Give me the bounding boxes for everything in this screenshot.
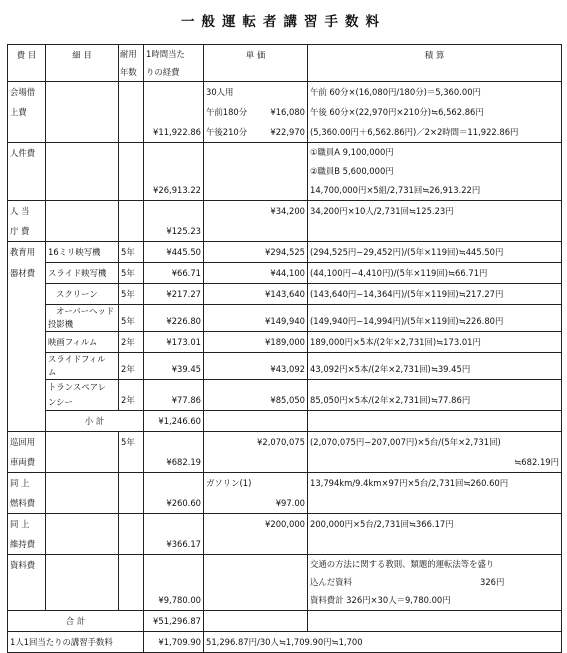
row-item: 教育用 <box>8 242 46 263</box>
header-row <box>8 45 562 82</box>
row-calc: ①職員A 9,100,000円 ②職員B 5,600,000円 14,700,000円×5組/2,731回≒26,913.22円 <box>308 143 562 201</box>
table-row <box>8 263 562 284</box>
row-item <box>8 332 46 353</box>
row-detail: トランスペアレ ンシー <box>46 380 119 411</box>
row-life <box>119 514 144 555</box>
row-item: 会場借 上費 <box>8 82 46 143</box>
row-hourly: ¥173.01 <box>144 332 204 353</box>
row-detail <box>46 82 119 143</box>
row-hourly: ¥66.71 <box>144 263 204 284</box>
table-row <box>8 82 562 143</box>
row-life: 2年 <box>119 332 144 353</box>
row-unit: ¥43,092 <box>204 353 308 380</box>
row-item <box>8 411 46 432</box>
row-calc <box>308 411 562 432</box>
row-detail: スクリーン <box>46 284 119 305</box>
row-unit <box>204 143 308 201</box>
row-life: 5年 <box>119 263 144 284</box>
header-life: 耐用 年数 <box>119 45 144 82</box>
table-row <box>8 242 562 263</box>
row-hourly: ¥11,922.86 <box>144 82 204 143</box>
row-calc: (294,525円−29,452円)/(5年×119回)≒445.50円 <box>308 242 562 263</box>
row-item: 同 上 維持費 <box>8 514 46 555</box>
table-row <box>8 305 562 332</box>
row-life: 5年 <box>119 305 144 332</box>
row-unit <box>204 555 308 611</box>
row-hourly: ¥366.17 <box>144 514 204 555</box>
row-unit: ¥143,640 <box>204 284 308 305</box>
row-item <box>8 353 46 380</box>
row-detail <box>46 432 119 473</box>
row-detail: スライドフィル ム <box>46 353 119 380</box>
row-detail <box>46 514 119 555</box>
row-item: 資料費 <box>8 555 46 611</box>
subtotal-row <box>8 411 562 432</box>
row-hourly: ¥26,913.22 <box>144 143 204 201</box>
row-detail: 映画フィルム <box>46 332 119 353</box>
row-detail: オーバーヘッド 投影機 <box>46 305 119 332</box>
row-calc: 交通の方法に関する教則、類題的運転法等を盛り 込んだ資料 326円 資料費計 326円×30人＝9,780.00円 <box>308 555 562 611</box>
per-person-hourly: ¥1,709.90 <box>144 632 204 653</box>
fee-table <box>7 44 562 653</box>
table-row <box>8 353 562 380</box>
row-detail <box>46 201 119 242</box>
per-person-row <box>8 632 562 653</box>
row-hourly: ¥39.45 <box>144 353 204 380</box>
header-detail: 細 目 <box>46 45 119 82</box>
row-unit: ¥85,050 <box>204 380 308 411</box>
table-row <box>8 514 562 555</box>
row-unit: ¥149,940 <box>204 305 308 332</box>
table-row <box>8 284 562 305</box>
row-life: 5年 <box>119 284 144 305</box>
row-calc: (143,640円−14,364円)/(5年×119回)≒217.27円 <box>308 284 562 305</box>
row-detail: スライド映写機 <box>46 263 119 284</box>
table-row <box>8 380 562 411</box>
row-life: 2年 <box>119 353 144 380</box>
row-life <box>119 555 144 611</box>
row-hourly: ¥77.86 <box>144 380 204 411</box>
row-hourly: ¥226.80 <box>144 305 204 332</box>
row-unit <box>204 611 308 632</box>
row-calc: 189,000円×5本/(2年×2,731回)≒173.01円 <box>308 332 562 353</box>
row-item <box>8 305 46 332</box>
row-unit: ¥44,100 <box>204 263 308 284</box>
row-hourly: ¥9,780.00 <box>144 555 204 611</box>
row-unit: ¥294,525 <box>204 242 308 263</box>
document-title: 一般運転者講習手数料 <box>181 14 386 30</box>
total-label: 合 計 <box>8 611 144 632</box>
row-calc: 午前 60分×(16,080円/180分)＝5,360.00円 午後 60分×(22,970円×210分)≒6,562.86円 (5,360.00円＋6,562.86円)／2×2時間＝11,922.86円 <box>308 82 562 143</box>
subtotal-label: 小 計 <box>46 411 144 432</box>
row-detail: 16ミリ映写機 <box>46 242 119 263</box>
row-unit: ガソリン(1) ¥97.00 <box>204 473 308 514</box>
row-detail <box>46 555 119 611</box>
row-calc: (149,940円−14,994円)/(5年×119回)≒226.80円 <box>308 305 562 332</box>
row-hourly: ¥217.27 <box>144 284 204 305</box>
row-unit: 30人用 午前180分 ¥16,080 午後210分 ¥22,970 <box>204 82 308 143</box>
subtotal-hourly: ¥1,246.60 <box>144 411 204 432</box>
table-row <box>8 143 562 201</box>
row-life <box>119 82 144 143</box>
table-row <box>8 555 562 611</box>
row-unit: ¥2,070,075 <box>204 432 308 473</box>
row-item: 人 当 庁 費 <box>8 201 46 242</box>
row-calc: 85,050円×5本/(2年×2,731回)≒77.86円 <box>308 380 562 411</box>
per-person-calc: 51,296.87円/30人≒1,709.90円≒1,700 <box>204 632 562 653</box>
row-life <box>119 143 144 201</box>
row-item: 巡回用 車両費 <box>8 432 46 473</box>
row-life <box>119 473 144 514</box>
per-person-label: 1人1回当たりの講習手数料 <box>8 632 144 653</box>
row-life: 5年 <box>119 242 144 263</box>
header-calc: 積 算 <box>308 45 562 82</box>
header-item: 費 目 <box>8 45 46 82</box>
row-calc: 43,092円×5本/(2年×2,731回)≒39.45円 <box>308 353 562 380</box>
table-row <box>8 201 562 242</box>
header-hourly: 1時間当た りの経費 <box>144 45 204 82</box>
row-unit: ¥189,000 <box>204 332 308 353</box>
row-hourly: ¥682.19 <box>144 432 204 473</box>
row-item: 器材費 <box>8 263 46 284</box>
row-calc: (44,100円−4,410円)/(5年×119回)≒66.71円 <box>308 263 562 284</box>
row-item: 人件費 <box>8 143 46 201</box>
row-item: 同 上 燃料費 <box>8 473 46 514</box>
row-hourly: ¥260.60 <box>144 473 204 514</box>
row-life: 5年 <box>119 432 144 473</box>
total-row <box>8 611 562 632</box>
row-calc <box>308 611 562 632</box>
row-hourly: ¥125.23 <box>144 201 204 242</box>
row-calc: (2,070,075円−207,007円)×5台/(5年×2,731回) ≒682.19円 <box>308 432 562 473</box>
row-detail <box>46 473 119 514</box>
header-unit: 単 価 <box>204 45 308 82</box>
row-unit: ¥200,000 <box>204 514 308 555</box>
row-unit <box>204 411 308 432</box>
row-item <box>8 380 46 411</box>
row-unit: ¥34,200 <box>204 201 308 242</box>
table-row <box>8 332 562 353</box>
row-calc: 13,794km/9.4km×97円×5台/2,731回≒260.60円 <box>308 473 562 514</box>
row-calc: 34,200円×10人/2,731回≒125.23円 <box>308 201 562 242</box>
row-life <box>119 201 144 242</box>
total-hourly: ¥51,296.87 <box>144 611 204 632</box>
row-life: 2年 <box>119 380 144 411</box>
table-row <box>8 432 562 473</box>
row-detail <box>46 143 119 201</box>
table-row <box>8 473 562 514</box>
row-calc: 200,000円×5台/2,731回≒366.17円 <box>308 514 562 555</box>
row-hourly: ¥445.50 <box>144 242 204 263</box>
row-item <box>8 284 46 305</box>
